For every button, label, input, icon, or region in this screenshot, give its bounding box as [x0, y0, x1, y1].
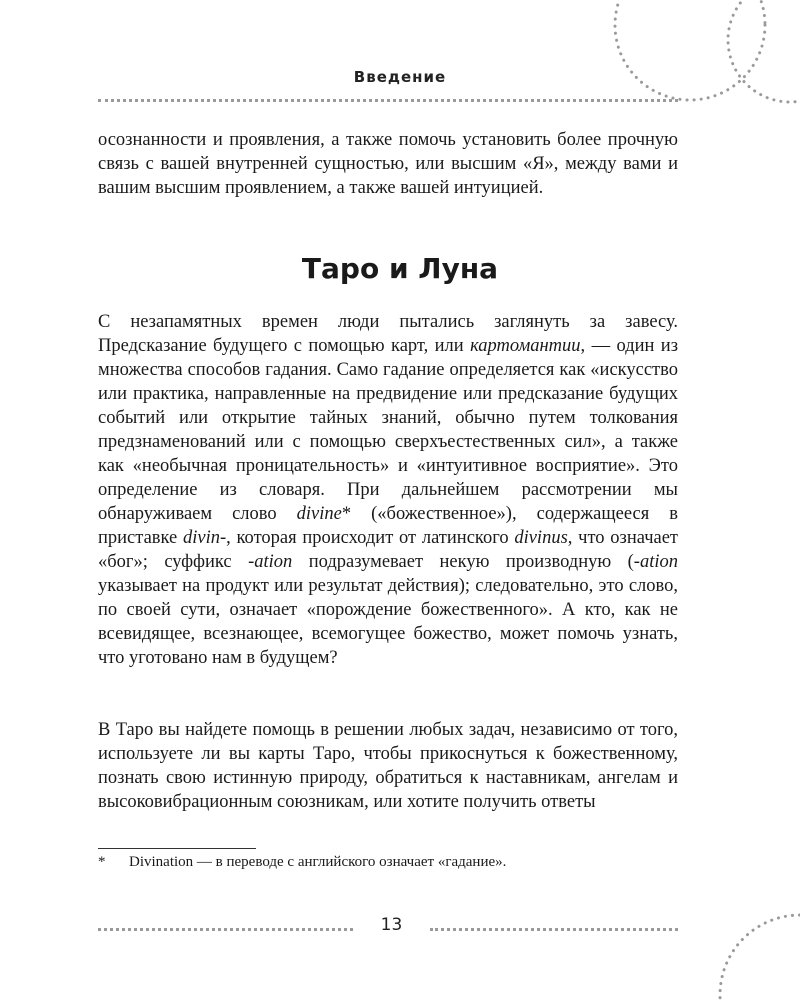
italic-term: -ation: [248, 552, 293, 572]
dotted-circle-top-right: [728, 0, 800, 102]
text-run: С незапамятных времен люди пытались заглянуть за завесу. Предсказание будущего с помощью карт, или: [98, 312, 678, 356]
paragraph-tarot-help: В Таро вы найдете помощь в решении любых задач, независимо от того, используете ли вы карты Таро, чтобы прикоснуться к божественному, познать свою истинную природу, обратиться к наставникам, ангелам и высоковибрационным союзникам, или хотите получить ответы: [98, 720, 678, 812]
dotted-circle-bottom: [720, 915, 800, 1000]
page-number: 13: [380, 915, 403, 935]
text-run: * («божественное»), содержащееся в приставке: [98, 504, 678, 548]
section-title: Таро и Луна: [301, 252, 499, 285]
italic-term: картомантии: [470, 336, 581, 356]
italic-term: -ation: [633, 552, 678, 572]
footnote-mark: *: [98, 854, 106, 870]
text-run: , — один из множества способов гадания. Само гадание определяется как «искусство или практика, направленные на предвидение или предсказание будущих событий или открытие тайных знаний, обычно путем толкования предзнаменований или с помощью сверхъестественных сил», а также как «необычная проницательность» и «интуитивное восприятие». Это определение из словаря. При дальнейшем рассмотрении мы обнаруживаем слово: [98, 336, 679, 524]
footnote: [98, 852, 678, 872]
running-head: Введение: [353, 68, 447, 86]
text-run: подразумевает некую производную (: [292, 552, 634, 572]
paragraph-divination: [98, 310, 678, 670]
italic-term: divin-: [183, 528, 227, 548]
text-run: , которая происходит от латинского: [226, 528, 515, 548]
footer-dotted-rule-right: [430, 928, 678, 931]
paragraph-intro: осознанности и проявления, а также помочь установить более прочную связь с вашей внутренней сущностью, или высшим «Я», между вами и вашим высшим проявлением, а также вашей интуицией.: [98, 130, 678, 198]
italic-term: divinus: [514, 528, 568, 548]
footer-dotted-rule-left: [98, 928, 353, 931]
text-run: , что означает «бог»; суффикс: [98, 528, 679, 572]
footnote-rule: [98, 848, 256, 849]
header-dotted-rule: [98, 99, 678, 102]
italic-term: divine: [296, 504, 342, 524]
footnote-text: Divination — в переводе с английского означает «гадание».: [129, 854, 507, 870]
text-run: указывает на продукт или результат действия); следовательно, это слово, по своей сути, означает «порождение божественного». А кто, как не всевидящее, всезнающее, всемогущее божество, может помочь узнать, что уготовано нам в будущем?: [98, 576, 678, 668]
